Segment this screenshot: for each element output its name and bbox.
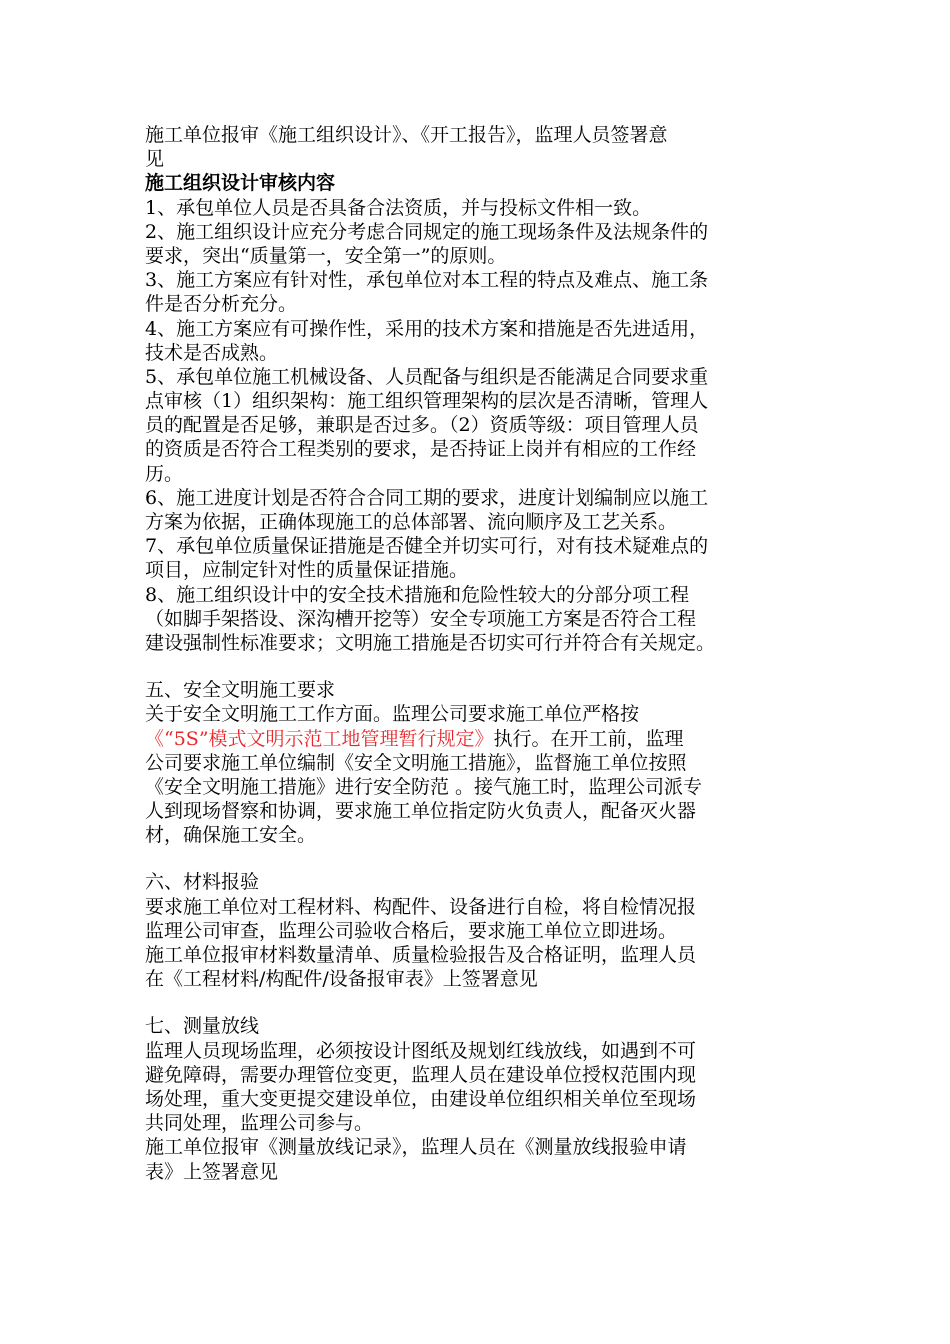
review-line: 3、施工方案应有针对性，承包单位对本工程的特点及难点、施工条 bbox=[145, 269, 709, 292]
section5-line-rest: 执行。在开工前，监理 bbox=[493, 727, 684, 750]
section5-line: 关于安全文明施工工作方面。监理公司要求施工单位严格按 bbox=[145, 703, 640, 726]
section5-line: 《安全文明施工措施》进行安全防范 。接气施工时，监理公司派专 bbox=[145, 775, 703, 798]
review-line: 件是否分析充分。 bbox=[145, 293, 298, 316]
review-line: 历。 bbox=[145, 462, 184, 485]
section7-line: 表》上签署意见 bbox=[145, 1160, 279, 1183]
paragraph-gap bbox=[145, 655, 807, 678]
review-line: 建设强制性标准要求；文明施工措施是否切实可行并符合有关规定。 bbox=[145, 631, 716, 654]
section5-heading: 五、安全文明施工要求 bbox=[145, 679, 336, 702]
review-line: 4、施工方案应有可操作性，采用的技术方案和措施是否先进适用， bbox=[145, 317, 709, 340]
section7-line: 施工单位报审《测量放线记录》，监理人员在《测量放线报验申请 bbox=[145, 1136, 687, 1159]
review-line: 技术是否成熟。 bbox=[145, 341, 279, 364]
review-heading: 施工组织设计审核内容 bbox=[145, 172, 336, 195]
review-line: 的资质是否符合工程类别的要求，是否持证上岗并有相应的工作经 bbox=[145, 438, 697, 461]
section7-heading: 七、测量放线 bbox=[145, 1015, 260, 1038]
section7-line: 场处理，重大变更提交建设单位，由建设单位组织相关单位至现场 bbox=[145, 1087, 697, 1110]
section6-line: 要求施工单位对工程材料、构配件、设备进行自检，将自检情况报 bbox=[145, 895, 697, 918]
section7-line: 避免障碍，需要办理管位变更，监理人员在建设单位授权范围内现 bbox=[145, 1063, 697, 1086]
section5-line bbox=[145, 727, 807, 751]
review-line: 7、承包单位质量保证措施是否健全并切实可行，对有技术疑难点的 bbox=[145, 535, 709, 558]
review-line: 要求，突出“质量第一，安全第一”的原则。 bbox=[145, 244, 507, 267]
review-line: 2、施工组织设计应充分考虑合同规定的施工现场条件及法规条件的 bbox=[145, 220, 709, 243]
section6-heading: 六、材料报验 bbox=[145, 871, 260, 894]
section5-line: 材，确保施工安全。 bbox=[145, 824, 317, 847]
section7-line: 共同处理，监理公司参与。 bbox=[145, 1112, 374, 1135]
review-line: 方案为依据，正确体现施工的总体部署、流向顺序及工艺关系。 bbox=[145, 511, 678, 533]
paragraph-line: 见 bbox=[145, 148, 165, 171]
review-line: 8、施工组织设计中的安全技术措施和危险性较大的分部分项工程 bbox=[145, 583, 690, 606]
paragraph-line: 施工单位报审《施工组织设计》、《开工报告》，监理人员签署意 bbox=[145, 124, 668, 146]
review-line: 点审核（1）组织架构：施工组织管理架构的层次是否清晰，管理人 bbox=[145, 390, 709, 413]
review-line: （如脚手架搭设、深沟槽开挖等）安全专项施工方案是否符合工程 bbox=[145, 607, 697, 630]
paragraph-gap bbox=[145, 847, 807, 870]
section6-line: 在《工程材料/构配件/设备报审表》上签署意见 bbox=[145, 968, 538, 991]
document-body bbox=[145, 123, 807, 1184]
section7-line: 监理人员现场监理，必须按设计图纸及规划红线放线，如遇到不可 bbox=[145, 1039, 697, 1062]
regulation-title: 《“5S”模式文明示范工地管理暂行规定》 bbox=[145, 727, 494, 750]
review-line: 员的配置是否足够，兼职是否过多。（2）资质等级：项目管理人员 bbox=[145, 414, 699, 437]
review-line: 6、施工进度计划是否符合合同工期的要求，进度计划编制应以施工 bbox=[145, 486, 709, 509]
section6-line: 监理公司审查，监理公司验收合格后，要求施工单位立即进场。 bbox=[145, 919, 678, 942]
section5-line: 公司要求施工单位编制《安全文明施工措施》，监督施工单位按照 bbox=[145, 751, 687, 774]
section6-line: 施工单位报审材料数量清单、质量检验报告及合格证明，监理人员 bbox=[145, 944, 697, 966]
review-line: 5、承包单位施工机械设备、人员配备与组织是否能满足合同要求重 bbox=[145, 365, 709, 388]
paragraph-gap bbox=[145, 991, 807, 1014]
review-line: 项目，应制定针对性的质量保证措施。 bbox=[145, 559, 469, 582]
section5-line: 人到现场督察和协调，要求施工单位指定防火负责人，配备灭火器 bbox=[145, 800, 697, 823]
review-line: 1、承包单位人员是否具备合法资质，并与投标文件相一致。 bbox=[145, 196, 652, 219]
